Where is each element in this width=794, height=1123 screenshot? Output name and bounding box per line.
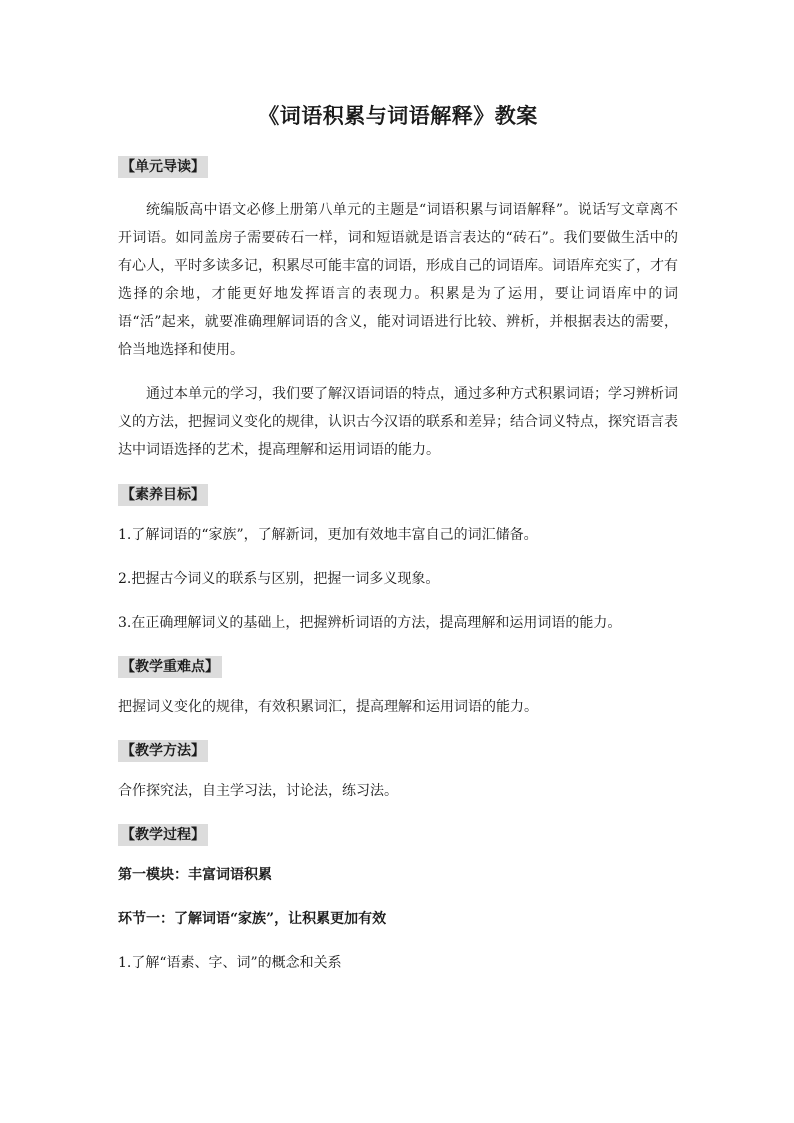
goal-item-1: 1.了解词语的“家族”，了解新词，更加有效地丰富自己的词汇储备。: [118, 527, 538, 543]
key-points-text: 把握词义变化的规律，有效积累词汇，提高理解和运用词语的能力。: [118, 699, 538, 715]
section-heading-goals: 【素养目标】: [118, 484, 208, 506]
goal-item-2: 2.把握古今词义的联系与区别，把握一词多义现象。: [118, 571, 440, 587]
intro-paragraph-1: 统编版高中语文必修上册第八单元的主题是“词语积累与词语解释”。说话写文章离不开词语。如同盖房子需要砖石一样，词和短语就是语言表达的“砖石”。我们要做生活中的有心人，平时多读多记，积累尽可能丰富的词语，形成自己的词语库。词语库充实了，才有选择的余地，才能更好地发挥语言的表现力。积累是为了运用，要让词语库中的词语“活”起来，就要准确理解词语的含义，能对词语进行比较、辨析，并根据表达的需要，恰当地选择和使用。: [118, 202, 678, 358]
section-heading-key-points: 【教学重难点】: [118, 656, 222, 678]
document-title: 《词语积累与词语解释》教案: [258, 103, 538, 128]
section-heading-process: 【教学过程】: [118, 824, 208, 846]
intro-paragraph-2: 通过本单元的学习，我们要了解汉语词语的特点，通过多种方式积累词语；学习辨析词义的方法，把握词义变化的规律，认识古今汉语的联系和差异；结合词义特点，探究语言表达中词语选择的艺术，提高理解和运用词语的能力。: [118, 386, 678, 458]
module-1-heading: 第一模块：丰富词语积累: [118, 867, 272, 883]
document-page: [118, 100, 678, 996]
section-heading-intro: 【单元导读】: [118, 156, 208, 178]
methods-text: 合作探究法，自主学习法，讨论法，练习法。: [118, 783, 398, 799]
goal-item-3: 3.在正确理解词义的基础上，把握辨析词语的方法，提高理解和运用词语的能力。: [118, 615, 622, 631]
step-1-heading: 环节一：了解词语“家族”，让积累更加有效: [118, 911, 387, 927]
section-heading-methods: 【教学方法】: [118, 740, 208, 762]
step-1-item-1: 1.了解“语素、字、词”的概念和关系: [118, 955, 342, 971]
